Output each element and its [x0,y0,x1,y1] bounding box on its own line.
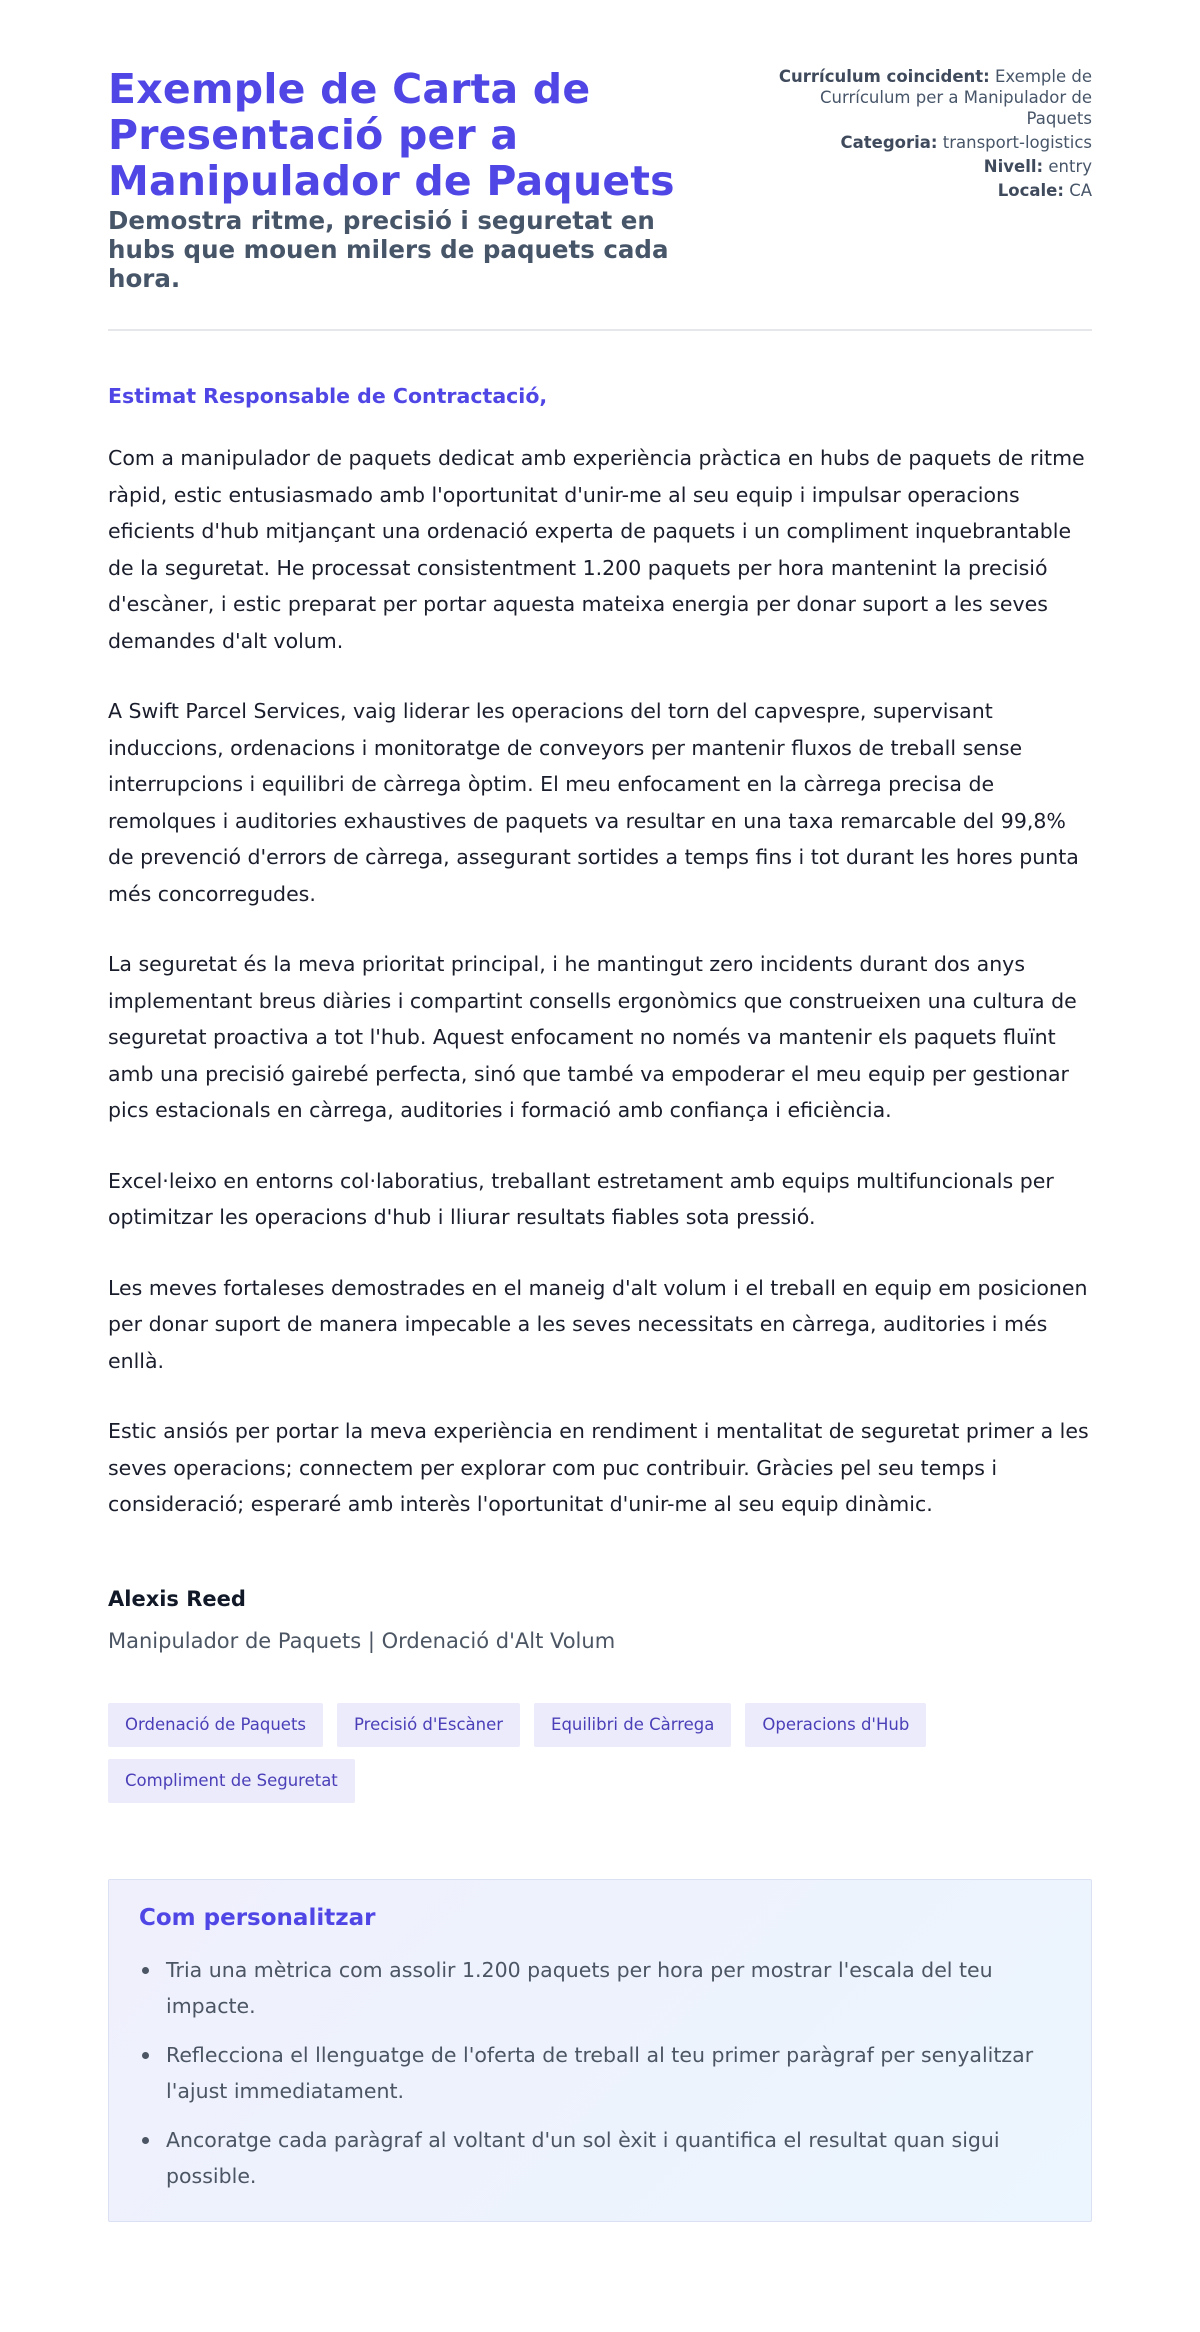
tip-text: Reflecciona el llenguatge de l'oferta de treball al teu primer paràgraf per senyalitzar l'ajust immediatament. [166,2042,1034,2103]
bullet-icon [142,2052,149,2059]
tip-text: Tria una mètrica com assolir 1.200 paquets per hora per mostrar l'escala del teu impacte. [166,1957,993,2018]
meta-label: Currículum coincident: [778,67,990,86]
meta-label: Nivell: [983,157,1044,176]
meta-label: Locale: [997,181,1064,200]
page-header [108,66,1092,331]
signature-block [108,1585,1092,1655]
letter-paragraph: A Swift Parcel Services, vaig liderar les operacions del torn del capvespre, supervisant induccions, ordenacions i monitoratge de conveyors per mantenir fluxos de treball sense interrupcions i equilibri de càrrega òptim. El meu enfocament en la càrrega precisa de remolques i auditories exhaustives de paquets va resultar en una taxa remarcable del 99,8% de prevenció d'errors de càrrega, assegurant sortides a temps fins i tot durant les hores punta més concorregudes. [108,699,1079,906]
letter-paragraph: Excel·leixo en entorns col·laboratius, treballant estretament amb equips multifuncionals per optimitzar les operacions d'hub i lliurar resultats fiables sota pressió. [108,1168,1054,1229]
salutation: Estimat Responsable de Contractació, [108,384,548,408]
page-title: Exemple de Carta de Presentació per a Manipulador de Paquets [108,65,675,205]
skill-tag[interactable]: Equilibri de Càrrega [534,1703,731,1747]
skill-tag[interactable]: Compliment de Seguretat [108,1759,355,1803]
signature-title: Manipulador de Paquets | Ordenació d'Alt Volum [108,1628,616,1653]
meta-value: Exemple de Currículum per a Manipulador de Paquets [820,67,1092,128]
skill-tags [108,1703,1008,1803]
meta-level [762,156,1092,177]
letter-paragraph: La seguretat és la meva prioritat principal, i he mantingut zero incidents durant dos anys implementant breus diàries i compartint consells ergonòmics que construeixen una cultura de seguretat proactiva a tot l'hub. Aquest enfocament no només va mantenir els paquets fluïnt amb una precisió gairebé perfecta, sinó que també va empoderar el meu equip per gestionar pics estacionals en càrrega, auditories i formació amb confiança i eficiència. [108,952,1077,1122]
tip-item [139,2037,1061,2110]
letter-paragraph: Com a manipulador de paquets dedicat amb experiència pràctica en hubs de paquets de ritme ràpid, estic entusiasmado amb l'oportunitat d'unir-me al seu equip i impulsar operacions eficients d'hub mitjançant una ordenació experta de paquets i un compliment inquebrantable de la seguretat. He processat consistentment 1.200 paquets per hora mantenint la precisió d'escàner, i estic preparat per portar aquesta mateixa energia per donar suport a les seves demandes d'alt volum. [108,446,1085,653]
bullet-icon [142,1967,149,1974]
meta-value: CA [1069,181,1092,200]
meta-locale [762,180,1092,201]
tips-title: Com personalitzar [139,1904,376,1931]
letter-paragraph: Les meves fortaleses demostrades en el maneig d'alt volum i el treball en equip em posicionen per donar suport de manera impecable a les seves necessitats en càrrega, auditories i més enllà. [108,1275,1088,1373]
header-title-block [108,66,728,293]
bullet-icon [142,2137,149,2144]
meta-info [762,66,1092,204]
meta-value: transport-logistics [942,133,1092,152]
meta-label: Categoria: [840,133,938,152]
meta-value: entry [1048,157,1092,176]
letter-paragraph: Estic ansiós per portar la meva experiència en rendiment i mentalitat de seguretat primer a les seves operacions; connectem per explorar com puc contribuir. Gràcies pel seu temps i consideració; esperaré amb interès l'oportunitat d'unir-me al seu equip dinàmic. [108,1419,1089,1516]
tip-text: Ancoratge cada paràgraf al voltant d'un sol èxit i quantifica el resultat quan sigui possible. [166,2127,1000,2188]
meta-matching-resume [762,66,1092,129]
skill-tag[interactable]: Precisió d'Escàner [337,1703,520,1747]
page-subtitle: Demostra ritme, precisió i seguretat en hubs que mouen milers de paquets cada hora. [108,206,669,293]
signature-name: Alexis Reed [108,1586,246,1611]
skill-tag[interactable]: Ordenació de Paquets [108,1703,323,1747]
meta-category [762,132,1092,153]
letter-body [108,383,1092,1655]
tip-item [139,2122,1061,2195]
skill-tag[interactable]: Operacions d'Hub [745,1703,926,1747]
tips-list [139,1952,1061,2195]
tip-item [139,1952,1061,2025]
customization-tips-panel [108,1879,1092,2222]
